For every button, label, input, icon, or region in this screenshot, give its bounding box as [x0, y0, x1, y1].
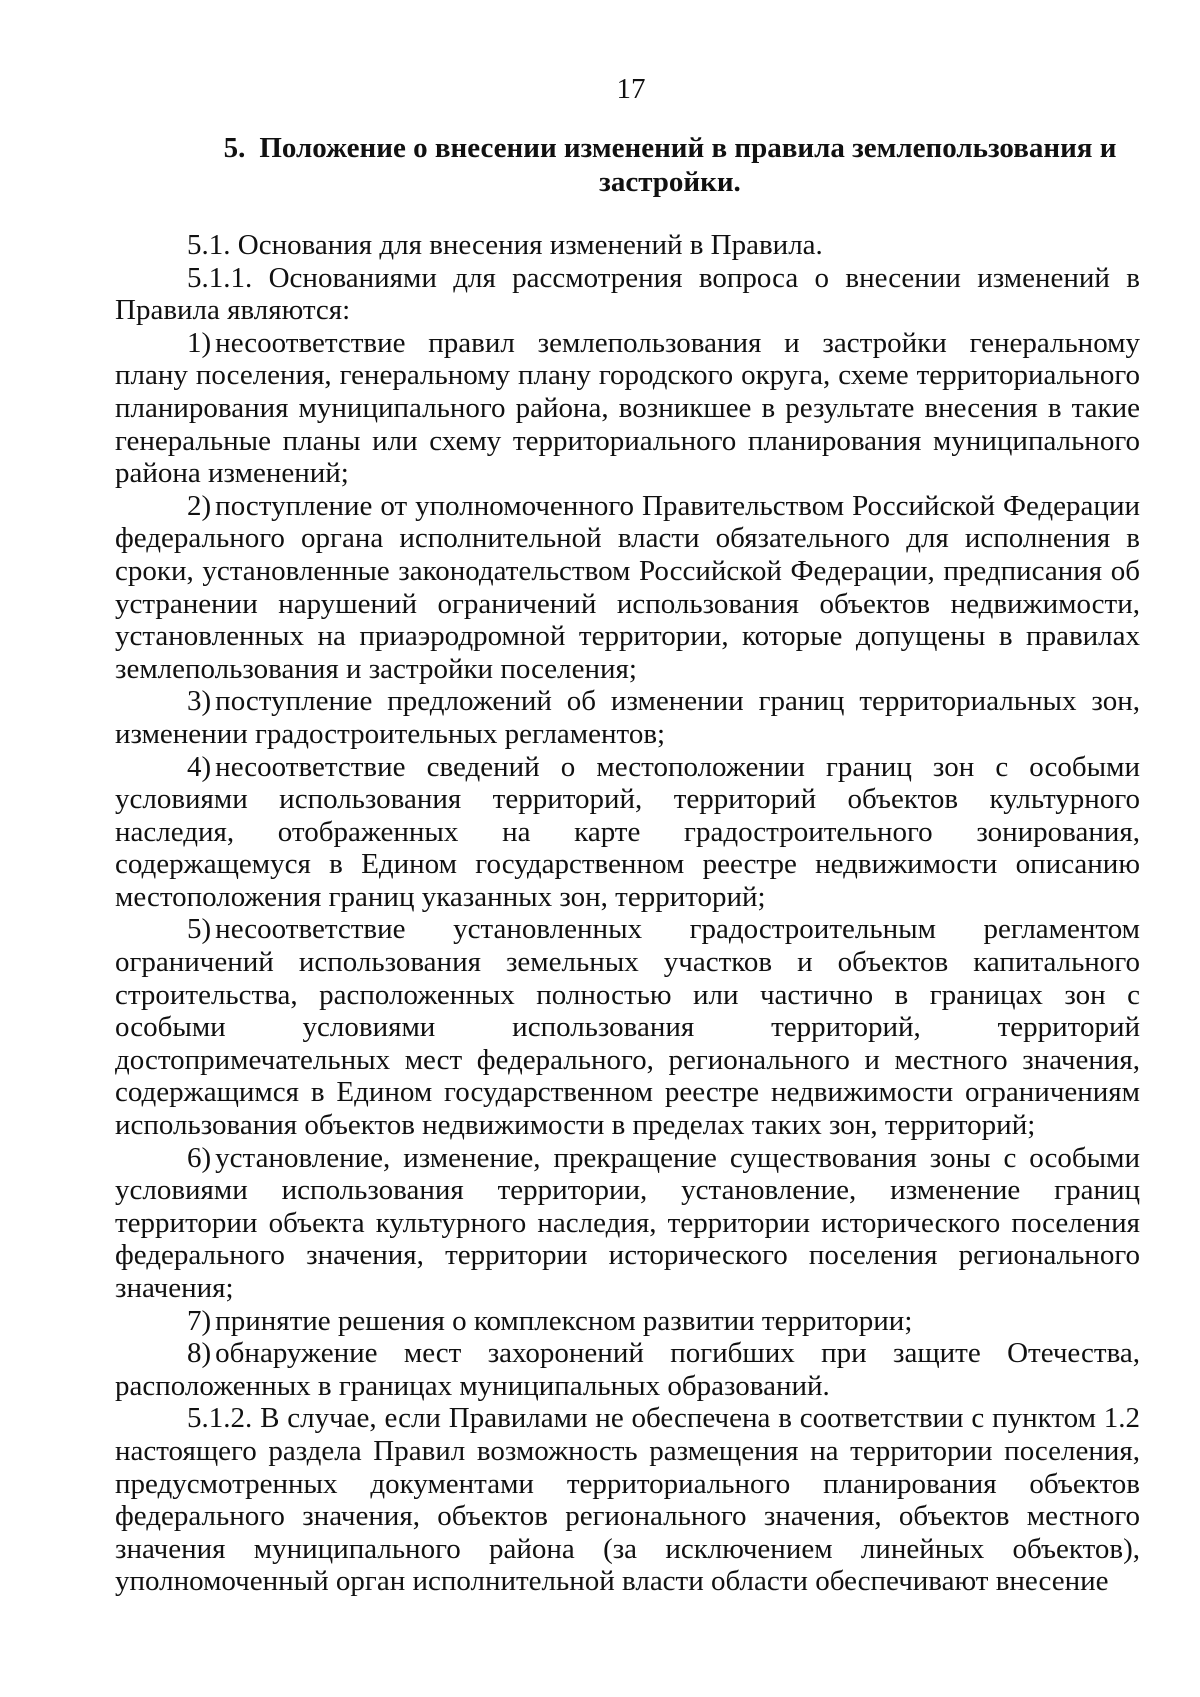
list-item-6 — [115, 1142, 1140, 1305]
list-item-5 — [115, 913, 1140, 1141]
document-body — [115, 229, 1140, 1598]
list-item-number: 7) — [187, 1304, 212, 1337]
list-item-7 — [115, 1305, 1140, 1338]
list-item-number: 6) — [187, 1141, 212, 1174]
list-item-text: несоответствие правил землепользования и застройки генеральному плану поселения, генеральному плану городского округа, схеме территориального планирования муниципального района, возникшее в результате внесения в такие генеральные планы или схему территориального планирования муниципального района изменений; — [115, 326, 1140, 490]
paragraph-5-1-1: 5.1.1. Основаниями для рассмотрения вопроса о внесении изменений в Правила являются: — [115, 261, 1140, 327]
page-number: 17 — [616, 73, 646, 105]
list-item-8 — [115, 1337, 1140, 1402]
list-item-text: несоответствие сведений о местоположении границ зон с особыми условиями использования территорий, территорий объектов культурного наследия, отображенных на карте градостроительного зонирования, содержащемуся в Едином государственном реестре недвижимости описанию местоположения границ указанных зон, территорий; — [115, 750, 1140, 913]
list-item-number: 4) — [187, 750, 212, 783]
list-item-text: принятие решения о комплексном развитии территории; — [215, 1304, 913, 1337]
list-item-2 — [115, 490, 1140, 686]
list-item-number: 2) — [187, 489, 212, 522]
list-item-text: поступление от уполномоченного Правительством Российской Федерации федерального органа исполнительной власти обязательного для исполнения в сроки, установленные законодательством Российской Федерации, предписания об устранении нарушений ограничений использования объектов недвижимости, установленных на приаэродромной территории, которые допущены в правилах землепользования и застройки поселения; — [115, 489, 1140, 685]
list-item-4 — [115, 751, 1140, 914]
section-heading — [220, 131, 1120, 199]
list-item-text: установление, изменение, прекращение существования зоны с особыми условиями использования территории, установление, изменение границ территории объекта культурного наследия, территории исторического поселения федерального значения, территории исторического поселения регионального значения; — [115, 1141, 1140, 1304]
list-item-text: несоответствие установленных градостроительным регламентом ограничений использования земельных участков и объектов капитального строительства, расположенных полностью или частично в границах зон с особыми условиями использования территорий, территорий достопримечательных мест федерального, регионального и местного значения, содержащимся в Едином государственном реестре недвижимости ограничениям использования объектов недвижимости в пределах таких зон, территорий; — [115, 913, 1140, 1142]
list-item-number: 8) — [187, 1337, 212, 1370]
list-item-number: 3) — [187, 685, 212, 718]
section-heading-text: Положение о внесении изменений в правила землепользования и застройки. — [259, 132, 1117, 198]
list-item-text: поступление предложений об изменении границ территориальных зон, изменении градостроительных регламентов; — [115, 685, 1140, 750]
list-item-number: 5) — [187, 913, 212, 946]
list-item-1 — [115, 327, 1140, 490]
list-item-3 — [115, 685, 1140, 750]
section-heading-number: 5. — [223, 132, 246, 164]
list-item-number: 1) — [187, 326, 212, 359]
paragraph-5-1-2: 5.1.2. В случае, если Правилами не обеспечена в соответствии с пунктом 1.2 настоящего раздела Правил возможность размещения на территории поселения, предусмотренных документами территориального планирования объектов федерального значения, объектов регионального значения, объектов местного значения муниципального района (за исключением линейных объектов), уполномоченный орган исполнительной власти области обеспечивают внесение — [115, 1402, 1140, 1598]
list-item-text: обнаружение мест захоронений погибших при защите Отечества, расположенных в границах муниципальных образований. — [115, 1337, 1140, 1402]
paragraph-5-1: 5.1. Основания для внесения изменений в Правила. — [187, 229, 823, 261]
